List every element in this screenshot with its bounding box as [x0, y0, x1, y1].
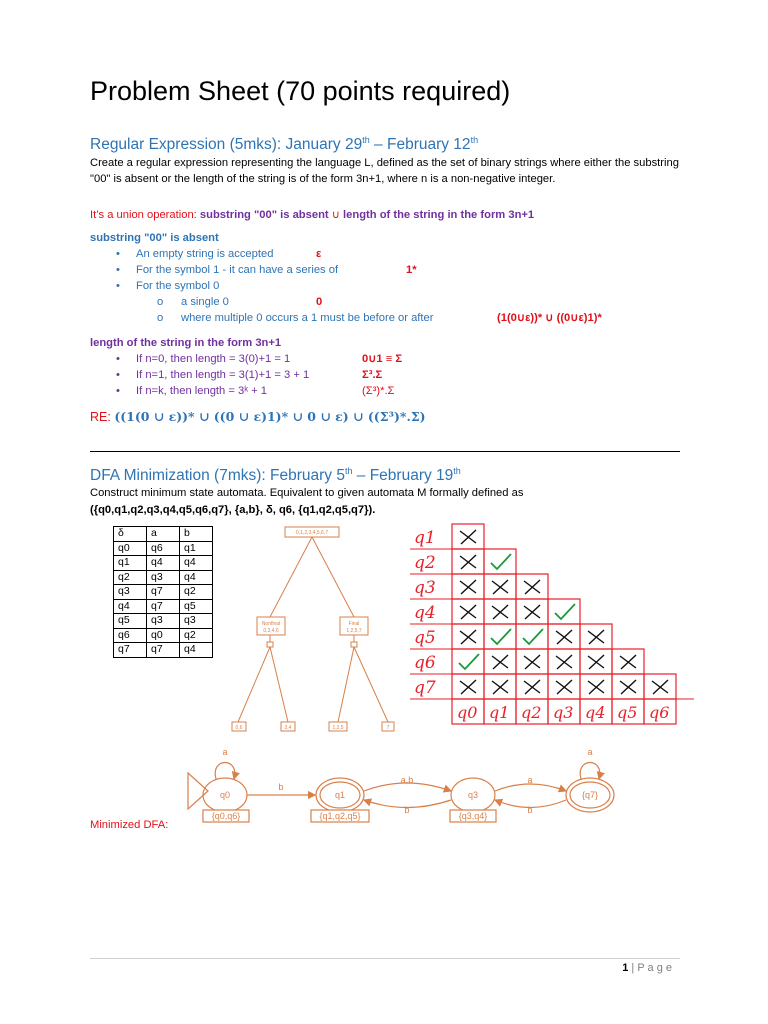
regex-heading-sup1: th: [362, 135, 370, 145]
state-label: q3: [467, 790, 479, 800]
cross-mark-icon: [556, 680, 572, 694]
grid-col-label: q0: [457, 703, 478, 722]
dfa-intro: Construct minimum state automata. Equivalent to given automata M formally defined as: [90, 487, 524, 499]
table-cell: q1: [180, 541, 213, 556]
cross-mark-icon: [460, 605, 476, 619]
edge-label: a: [527, 775, 533, 785]
grid-cell: [484, 624, 516, 649]
cross-mark-icon: [460, 630, 476, 644]
sub-bullet: o: [157, 312, 164, 324]
footer-divider: [90, 958, 680, 959]
table-cell: q6: [147, 541, 180, 556]
table-row: [114, 570, 213, 585]
dfa-heading-sup1: th: [344, 466, 353, 476]
table-cell: q2: [180, 628, 213, 643]
bullet-dot: •: [116, 280, 120, 292]
table-cell: q7: [114, 643, 147, 658]
tree-root-label: 0,1,2,3,4,5,6,7: [296, 530, 328, 536]
table-cell: q4: [180, 643, 213, 658]
check-mark-icon: [523, 629, 543, 644]
loop-q0: [215, 763, 235, 780]
absent-subitem-expr: (1(0∪ε))* ∪ ((0∪ε)1)*: [497, 312, 602, 324]
grid-col-label: q2: [521, 703, 542, 722]
union-line: [90, 208, 534, 224]
state-label: q0: [219, 790, 231, 800]
absent-item-expr: ε: [316, 248, 322, 260]
dfa-heading-mid: – February 19: [352, 467, 454, 485]
regex-heading-text: Regular Expression (5mks): January 29: [90, 136, 363, 154]
table-cell: q3: [180, 614, 213, 629]
absent-item: For the symbol 1 - it can have a series of: [136, 264, 339, 276]
cross-mark-icon: [556, 655, 572, 669]
table-cell: q1: [114, 556, 147, 571]
transition-table: [113, 526, 213, 658]
length-item: If n=k, then length = 3ᵏ + 1: [136, 385, 267, 397]
cross-mark-icon: [620, 655, 636, 669]
cross-mark-icon: [588, 630, 604, 644]
re-expr: ((1(0 ∪ ε))* ∪ ((0 ∪ ε)1)* ∪ 0 ∪ ε) ∪ ((Σ³)*.Σ): [114, 409, 426, 424]
cross-mark-icon: [524, 655, 540, 669]
page-footer: [622, 962, 672, 974]
tree-leaf-label: 7: [386, 725, 390, 731]
regex-intro: Create a regular expression representing the language L, defined as the set of binary strings where either the substring "00" is absent or the length of the string is of the form 3n+1, where n is a non-negative integer.: [90, 157, 679, 185]
absent-item: An empty string is accepted: [136, 248, 274, 260]
union-op: ∪: [328, 209, 344, 221]
cross-mark-icon: [492, 580, 508, 594]
page-number: 1: [622, 962, 629, 974]
table-cell: q0: [147, 628, 180, 643]
dfa-formal: ({q0,q1,q2,q3,q4,q5,q6,q7}, {a,b}, δ, q6, {q1,q2,q5,q7}).: [90, 504, 376, 516]
bullet-dot: •: [116, 353, 120, 365]
edge-label: a: [222, 747, 228, 757]
union-lead: It’s a union operation:: [90, 209, 200, 221]
page-word: P a g e: [637, 962, 672, 974]
length-heading: length of the string in the form 3n+1: [90, 337, 282, 349]
table-cell: q7: [147, 585, 180, 600]
re-line: [90, 409, 426, 424]
absent-item: For the symbol 0: [136, 280, 220, 292]
cross-mark-icon: [460, 530, 476, 544]
grid-row-label: q3: [414, 578, 436, 598]
grid-row-label: q5: [414, 628, 436, 648]
table-cell: q3: [147, 614, 180, 629]
tree-edge: [354, 647, 388, 722]
cross-mark-icon: [588, 680, 604, 694]
page-separator: |: [628, 962, 638, 974]
grid-row-label: q1: [414, 528, 436, 548]
grid-cell: [484, 549, 516, 574]
edge-label: b: [404, 805, 410, 815]
absent-subitem-expr: 0: [316, 296, 323, 308]
tree-leaf-label: 3,4: [284, 725, 292, 731]
tree-right-set: 1,2,5,7: [346, 628, 362, 634]
length-item: If n=1, then length = 3(1)+1 = 3 + 1: [136, 369, 310, 381]
table-header-cell: a: [147, 527, 180, 542]
cross-mark-icon: [492, 655, 508, 669]
tree-edge: [238, 647, 270, 722]
table-cell: q4: [180, 556, 213, 571]
tree-edge: [338, 647, 354, 722]
grid-row-label: q2: [414, 553, 436, 573]
grid-col-label: q5: [617, 703, 638, 722]
grid-row-label: q4: [414, 603, 436, 623]
table-cell: q4: [147, 556, 180, 571]
table-row: [114, 614, 213, 629]
table-row: [114, 556, 213, 571]
state-set-label: {q0,q6}: [211, 811, 241, 821]
edge-label: b: [527, 805, 533, 815]
table-cell: q2: [114, 570, 147, 585]
absent-subitem: where multiple 0 occurs a 1 must be before or after: [181, 312, 434, 324]
cross-mark-icon: [460, 555, 476, 569]
check-mark-icon: [491, 629, 511, 644]
table-cell: q2: [180, 585, 213, 600]
tree-edge: [270, 647, 288, 722]
regex-heading: [90, 135, 478, 154]
union-part2: length of the string in the form 3n+1: [343, 209, 535, 221]
tree-right-label: Final: [348, 621, 360, 627]
grid-row-label: q6: [414, 653, 436, 673]
table-cell: q5: [114, 614, 147, 629]
cross-mark-icon: [588, 655, 604, 669]
table-cell: q3: [114, 585, 147, 600]
length-item-expr: (Σ³)*.Σ: [362, 385, 395, 397]
dfa-heading: [90, 466, 461, 485]
page-title: Problem Sheet (70 points required): [90, 76, 511, 106]
tree-left-set: 0,3,4,6: [263, 628, 279, 634]
table-cell: q3: [147, 570, 180, 585]
table-cell: q6: [114, 628, 147, 643]
table-header-cell: δ: [114, 527, 147, 542]
table-header-cell: b: [180, 527, 213, 542]
grid-cell: [548, 599, 580, 624]
absent-heading: substring "00" is absent: [90, 232, 219, 244]
table-cell: q0: [114, 541, 147, 556]
edge-label: a,b: [400, 775, 414, 785]
edge-label: a: [587, 747, 593, 757]
table-cell: q5: [180, 599, 213, 614]
regex-heading-sup2: th: [470, 135, 479, 145]
minimization-grid: [410, 520, 700, 725]
start-arrow-icon: [188, 773, 208, 809]
cross-mark-icon: [492, 605, 508, 619]
bullet-dot: •: [116, 385, 120, 397]
state-label: {q7}: [581, 790, 599, 800]
edge-label: b: [278, 782, 284, 792]
grid-col-label: q1: [489, 703, 510, 722]
tree-edge: [312, 537, 354, 617]
grid-cell: [516, 624, 548, 649]
grid-cell: [452, 649, 484, 674]
cross-mark-icon: [524, 580, 540, 594]
cross-mark-icon: [492, 680, 508, 694]
table-cell: q4: [180, 570, 213, 585]
bullet-dot: •: [116, 248, 120, 260]
tree-leaf-label: 0,6: [235, 725, 243, 731]
regex-heading-mid: – February 12: [369, 136, 471, 154]
dfa-heading-text: DFA Minimization (7mks): February 5: [90, 467, 345, 485]
length-item-expr: Σ³.Σ: [362, 369, 383, 381]
partition-tree: [222, 522, 412, 742]
state-set-label: {q1,q2,q5}: [319, 811, 361, 821]
absent-item-expr: 1*: [406, 264, 417, 276]
length-item-expr: 0∪1 ≡ Σ: [362, 353, 403, 365]
union-part1: substring "00" is absent: [199, 209, 329, 221]
cross-mark-icon: [460, 580, 476, 594]
bullet-dot: •: [116, 264, 120, 276]
minimized-dfa-diagram: [180, 745, 630, 830]
check-mark-icon: [491, 554, 511, 569]
state-set-label: {q3,q4}: [458, 811, 488, 821]
table-cell: q4: [114, 599, 147, 614]
check-mark-icon: [459, 654, 479, 669]
absent-subitem: a single 0: [181, 296, 229, 308]
section-divider: [90, 451, 680, 452]
state-label: q1: [334, 790, 346, 800]
table-row: [114, 628, 213, 643]
grid-col-label: q6: [649, 703, 670, 722]
grid-col-label: q3: [553, 703, 574, 722]
cross-mark-icon: [556, 630, 572, 644]
cross-mark-icon: [524, 605, 540, 619]
table-row: [114, 599, 213, 614]
loop-q7: [580, 763, 600, 780]
minimized-dfa-label: Minimized DFA:: [90, 819, 169, 831]
tree-leaf-label: 1,2,5: [332, 725, 344, 731]
table-header-row: [114, 527, 213, 542]
grid-col-label: q4: [585, 703, 606, 722]
check-mark-icon: [555, 604, 575, 619]
grid-row-label: q7: [414, 678, 436, 698]
cross-mark-icon: [524, 680, 540, 694]
table-cell: q7: [147, 643, 180, 658]
bullet-dot: •: [116, 369, 120, 381]
table-row: [114, 541, 213, 556]
table-row: [114, 585, 213, 600]
length-item: If n=0, then length = 3(0)+1 = 1: [136, 353, 291, 365]
edge-q3-q7: [495, 784, 566, 791]
tree-left-label: Nonfinal: [261, 621, 281, 627]
re-label: RE:: [90, 410, 115, 424]
table-cell: q7: [147, 599, 180, 614]
sub-bullet: o: [157, 296, 164, 308]
tree-edge: [270, 537, 312, 617]
cross-mark-icon: [620, 680, 636, 694]
cross-mark-icon: [652, 680, 668, 694]
dfa-heading-sup2: th: [453, 466, 461, 476]
cross-mark-icon: [460, 680, 476, 694]
table-row: [114, 643, 213, 658]
